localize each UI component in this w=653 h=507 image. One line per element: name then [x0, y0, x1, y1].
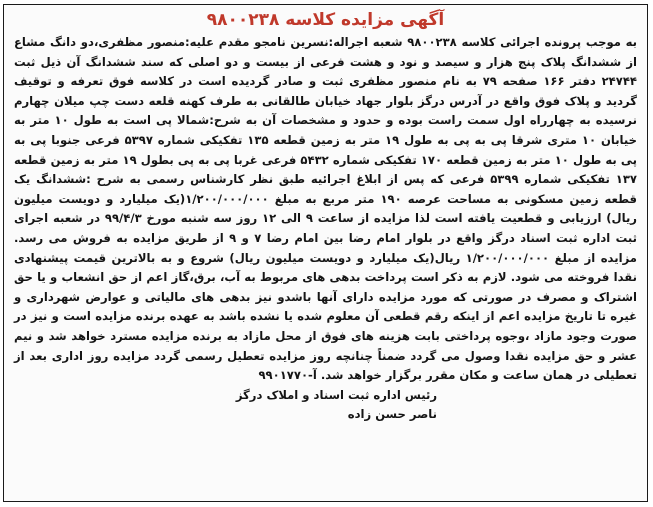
notice-title: آگهی مزایده کلاسه ۹۸۰۰۲۳۸ — [206, 10, 445, 30]
signature-name: ناصر حسن زاده — [347, 407, 437, 422]
notice-body: به موجب پرونده اجرائی کلاسه ۹۸۰۰۲۳۸ شعبه اجراله:نسرین نامجو مقدم علیه:منصور مظفری،دو دانگ مشاع از ششدانگ پلاک پنج هزار و سیصد و نود و هشت فرعی از بیست و دو اصلی که سند ششدانگ آن ذیل ثبت ۲۴۷۴۴ دفتر ۱۶۶ صفحه ۷۹ به نام منصور مظفری ثبت و صادر گردیده است در کلاسه فوق تعرفه و توقیف گردید و پلاک فوق واقع در آدرس درگز بلوار جهاد خیابان طالقانی به طرف کهنه قلعه دست چپ میلان چهارم نرسیده به چهارراه اول سمت راست بوده و حدود و مشخصات آن به شرح:شمالا پی است به طول ۱۰ متر به خیابان ۱۰ متری شرقا پی به پی به طول ۱۹ متر به زمین قطعه ۱۳۵ تفکیکی شماره ۵۳۹۷ فرعی جنوبا پی به پی به طول ۱۰ متر به زمین قطعه ۱۷۰ تفکیکی شماره ۵۴۳۲ فرعی غربا پی به پی بطول ۱۹ متر به زمین قطعه ۱۳۷ تفکیکی شماره ۵۳۹۹ فرعی که پس از ابلاغ اجرائیه طبق نظر کارشناس رسمی به شرح :ششدانگ یک قطعه زمین مسکونی به مساحت عرصه ۱۹۰ متر مربع به مبلغ ۱/۲۰۰/۰۰۰/۰۰۰(یک میلیارد و دویست میلیون ریال) ارزیابی و قطعیت یافته است لذا مزایده از ساعت ۹ الی ۱۲ روز سه شنبه مورخ ۹۹/۴/۳ در شعبه اجرای ثبت اداره ثبت اسناد درگز واقع در بلوار امام رضا بین امام رضا ۷ و ۹ از طریق مزایده به فروش می رسد. مزایده از مبلغ ۱/۲۰۰/۰۰۰/۰۰۰ ریال(یک میلیارد و دویست میلیون ریال) شروع و به بالاترین قیمت پیشنهادی نقدا فروخته می شود. لازم به ذکر است پرداخت بدهی های مربوط به آب، برق،گاز اعم از حق انشعاب و یا حق اشتراک و مصرف در صورتی که مورد مزایده دارای آنها باشدو نیز بدهی های مالیاتی و عوارض شهرداری و غیره تا تاریخ مزایده اعم از اینکه رقم قطعی آن معلوم شده یا نشده باشد به عهده برنده مزایده است و نیز در صورت وجود مازاد ،وجوه پرداختی بابت هزینه های فوق از محل مازاد به برنده مزایده مسترد خواهد شد و نیم عشر و حق مزایده نقدا وصول می گردد ضمناً چنانچه روز مزایده تعطیل رسمی گردد مزایده روز اداری بعد از تعطیلی در همان ساعت و مکان مقرر برگزار خواهد شد. آ-۹۹۰۱۷۷۰ — [14, 35, 638, 383]
auction-notice — [3, 4, 648, 502]
signature-block — [4, 386, 647, 425]
signature-title: رئیس اداره ثبت اسناد و املاک درگز — [235, 387, 437, 402]
